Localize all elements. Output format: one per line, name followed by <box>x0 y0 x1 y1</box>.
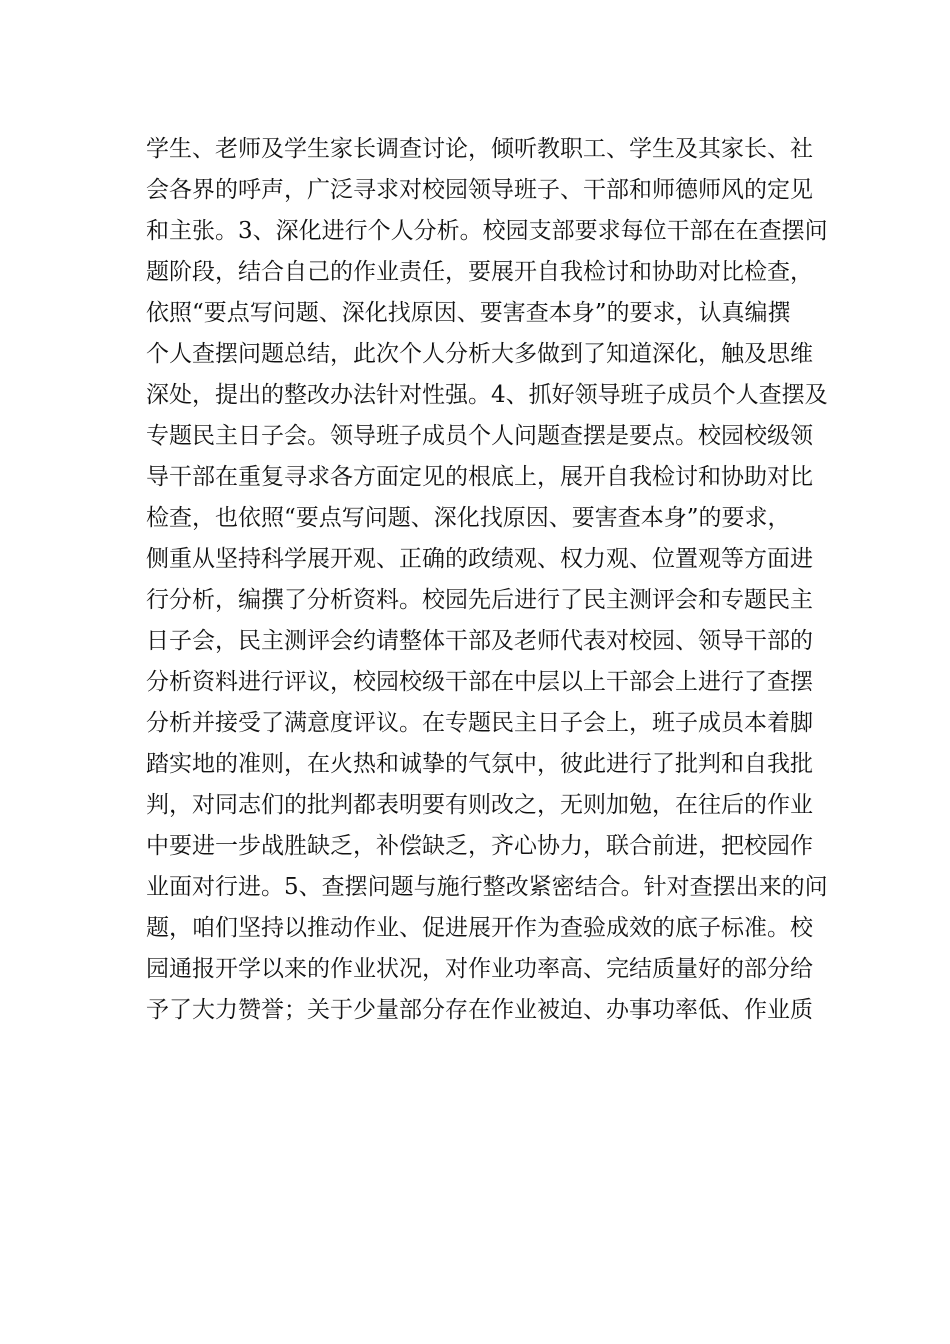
text-line: 业面对行进。5、查摆问题与施行整改紧密结合。针对查摆出来的问 <box>146 874 828 900</box>
text-line: 园通报开学以来的作业状况，对作业功率高、完结质量好的部分给 <box>146 956 813 982</box>
text-line: 会各界的呼声，广泛寻求对校园领导班子、干部和师德师风的定见 <box>146 177 813 203</box>
text-line: 题阶段，结合自己的作业责任，要展开自我检讨和协助对比检查， <box>146 259 813 285</box>
text-line: 题，咱们坚持以推动作业、促进展开作为查验成效的底子标准。校 <box>146 915 813 941</box>
text-line: 导干部在重复寻求各方面定见的根底上，展开自我检讨和协助对比 <box>146 464 813 490</box>
text-line: 分析资料进行评议，校园校级干部在中层以上干部会上进行了查摆 <box>146 669 813 695</box>
text-line: 予了大力赞誉；关于少量部分存在作业被迫、办事功率低、作业质 <box>146 997 813 1023</box>
text-line: 个人查摆问题总结，此次个人分析大多做到了知道深化，触及思维 <box>146 341 813 367</box>
text-line: 深处，提出的整改办法针对性强。4、抓好领导班子成员个人查摆及 <box>146 382 828 408</box>
text-line: 依照“要点写问题、深化找原因、要害查本身”的要求，认真编撰 <box>146 300 791 326</box>
text-line: 踏实地的准则，在火热和诚挚的气氛中，彼此进行了批判和自我批 <box>146 751 813 777</box>
text-line: 行分析，编撰了分析资料。校园先后进行了民主测评会和专题民主 <box>146 587 813 613</box>
text-line: 中要进一步战胜缺乏，补偿缺乏，齐心协力，联合前进，把校园作 <box>146 833 813 859</box>
text-line: 专题民主日子会。领导班子成员个人问题查摆是要点。校园校级领 <box>146 423 813 449</box>
body-text <box>146 129 828 1031</box>
text-line: 分析并接受了满意度评议。在专题民主日子会上，班子成员本着脚 <box>146 710 813 736</box>
text-line: 日子会，民主测评会约请整体干部及老师代表对校园、领导干部的 <box>146 628 813 654</box>
text-line: 侧重从坚持科学展开观、正确的政绩观、权力观、位置观等方面进 <box>146 546 813 572</box>
text-line: 检查，也依照“要点写问题、深化找原因、要害查本身”的要求， <box>146 505 791 531</box>
text-line: 判，对同志们的批判都表明要有则改之，无则加勉，在往后的作业 <box>146 792 813 818</box>
text-line: 和主张。3、深化进行个人分析。校园支部要求每位干部在在查摆问 <box>146 218 828 244</box>
text-line: 学生、老师及学生家长调查讨论，倾听教职工、学生及其家长、社 <box>146 136 813 162</box>
